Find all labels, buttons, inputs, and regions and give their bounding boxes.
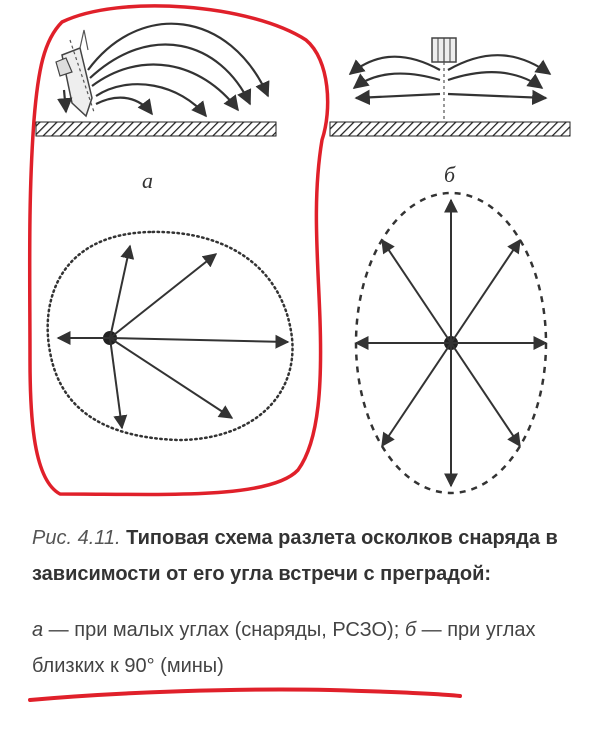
dispersion-boundary-a <box>48 232 293 440</box>
legend-b-key: б <box>404 619 417 641</box>
legend-b-text: — при углах близких к 90° (мины) <box>32 619 536 677</box>
panel-b-top-view <box>356 193 546 493</box>
panel-a-side-view <box>36 24 276 193</box>
panel-b-side-view <box>330 38 570 187</box>
panel-a-label: а <box>142 168 153 193</box>
figure-caption <box>32 520 592 684</box>
ground-strip-b <box>330 122 570 136</box>
caption-prefix: Рис. 4.11. <box>32 527 121 549</box>
fragment-vectors-b <box>356 200 546 486</box>
caption-main <box>32 520 592 592</box>
caption-legend <box>32 612 592 684</box>
ground-strip-a <box>36 122 276 136</box>
fragment-trajectories-a <box>64 24 268 116</box>
projectile-icon-a <box>56 30 94 116</box>
red-underline-stroke <box>0 680 604 720</box>
legend-a-text: — при малых углах (снаряды, РСЗО); <box>43 619 405 641</box>
fragment-vectors-a <box>58 246 288 428</box>
mine-icon-b <box>432 38 456 122</box>
caption-title: Типовая схема разлета осколков снаряда в зависимости от его угла встречи с преградой: <box>32 527 558 585</box>
legend-a-key: а <box>32 619 44 641</box>
panel-a-top-view <box>48 232 293 440</box>
panel-b-label: б <box>444 162 456 187</box>
